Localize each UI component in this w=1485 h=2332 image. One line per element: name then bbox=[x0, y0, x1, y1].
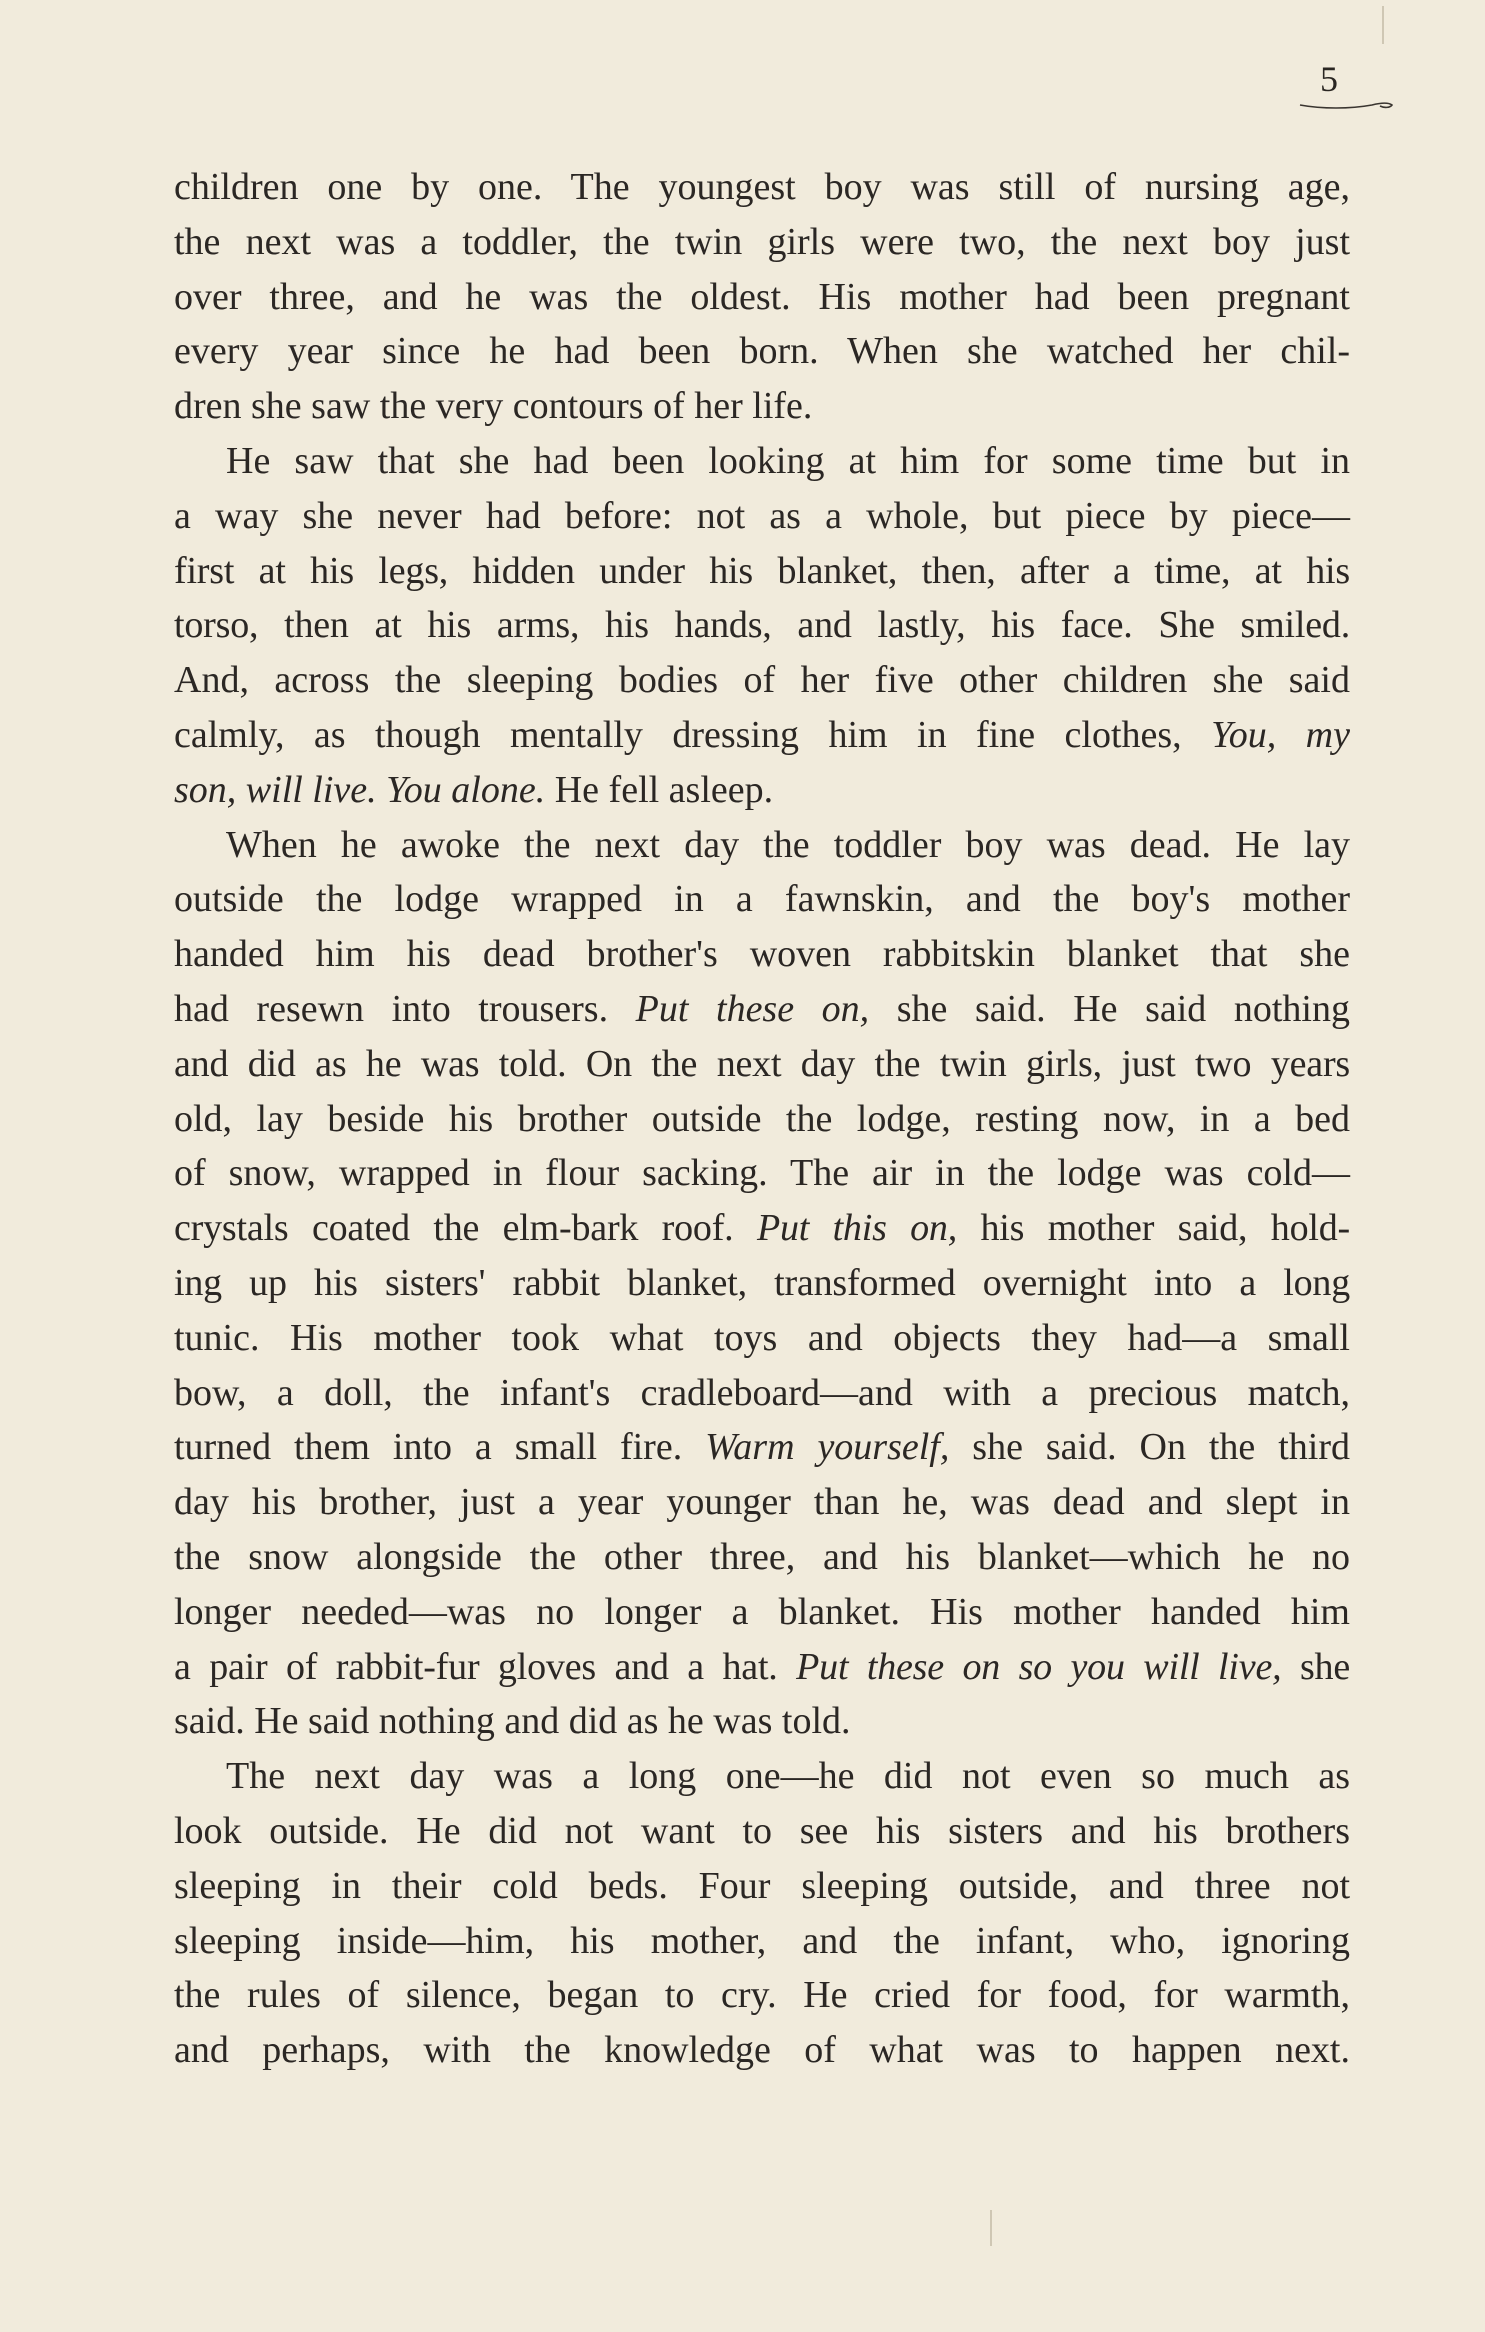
italic-speech: Put these on so you will live, bbox=[796, 1645, 1282, 1688]
text-line: said. He said nothing and did as he was told. bbox=[174, 1700, 851, 1743]
text-line: the rules of silence, began to cry. He cried for food, for warmth, bbox=[174, 1974, 1350, 2017]
text-line: son, will live. You alone. He fell asleep. bbox=[174, 768, 774, 811]
text-line: sleeping inside—him, his mother, and the infant, who, ignoring bbox=[174, 1919, 1350, 1962]
text-line: outside the lodge wrapped in a fawnskin, and the boy's mother bbox=[174, 878, 1350, 921]
text-line: day his brother, just a year younger than he, was dead and slept in bbox=[174, 1481, 1350, 1524]
text-line: of snow, wrapped in flour sacking. The air in the lodge was cold— bbox=[174, 1152, 1350, 1195]
text-line: tunic. His mother took what toys and objects they had—a small bbox=[174, 1316, 1350, 1359]
text-line: bow, a doll, the infant's cradleboard—and with a precious match, bbox=[174, 1371, 1350, 1414]
text-line: torso, then at his arms, his hands, and lastly, his face. She smiled. bbox=[174, 604, 1350, 647]
italic-speech: Put these on, bbox=[635, 987, 870, 1030]
text-line: first at his legs, hidden under his blanket, then, after a time, at his bbox=[174, 549, 1350, 592]
scan-mark-bottom bbox=[990, 2210, 992, 2246]
text-line: a way she never had before: not as a whole, but piece by piece— bbox=[174, 494, 1350, 537]
italic-speech: Warm yourself, bbox=[705, 1426, 950, 1469]
text-line: over three, and he was the oldest. His mother had been pregnant bbox=[174, 275, 1350, 318]
text-line: When he awoke the next day the toddler boy was dead. He lay bbox=[226, 823, 1350, 866]
text-line: and perhaps, with the knowledge of what was to happen next. bbox=[174, 2029, 1350, 2072]
text-line: the snow alongside the other three, and his blanket—which he no bbox=[174, 1535, 1350, 1578]
text-line: longer needed—was no longer a blanket. His mother handed him bbox=[174, 1590, 1350, 1633]
text-line: handed him his dead brother's woven rabbitskin blanket that she bbox=[174, 933, 1350, 976]
scan-mark-top bbox=[1382, 6, 1384, 44]
text-line: calmly, as though mentally dressing him in fine clothes, You, my bbox=[174, 713, 1350, 756]
text-line: look outside. He did not want to see his sisters and his brothers bbox=[174, 1809, 1350, 1852]
text-line: The next day was a long one—he did not even so much as bbox=[226, 1755, 1350, 1798]
text-line: old, lay beside his brother outside the lodge, resting now, in a bed bbox=[174, 1097, 1350, 1140]
body-text bbox=[174, 160, 1350, 2078]
text-line: turned them into a small fire. Warm yourself, she said. On the third bbox=[174, 1426, 1350, 1469]
text-line: a pair of rabbit-fur gloves and a hat. Put these on so you will live, she bbox=[174, 1645, 1351, 1688]
italic-speech: You, my bbox=[1211, 713, 1350, 756]
page-number-flourish-icon bbox=[1298, 96, 1394, 112]
page-number: 5 bbox=[1320, 59, 1338, 99]
text-line: crystals coated the elm-bark roof. Put this on, his mother said, hold- bbox=[174, 1207, 1350, 1250]
text-line: the next was a toddler, the twin girls were two, the next boy just bbox=[174, 220, 1350, 263]
text-line: And, across the sleeping bodies of her five other children she said bbox=[174, 659, 1350, 702]
text-line: ing up his sisters' rabbit blanket, transformed overnight into a long bbox=[174, 1261, 1350, 1304]
text-line: He saw that she had been looking at him for some time but in bbox=[226, 439, 1350, 482]
text-line: children one by one. The youngest boy was still of nursing age, bbox=[174, 166, 1350, 208]
text-line: every year since he had been born. When she watched her chil- bbox=[174, 330, 1350, 373]
italic-speech: son, will live. You alone. bbox=[174, 768, 546, 811]
text-line: and did as he was told. On the next day the twin girls, just two years bbox=[174, 1042, 1350, 1085]
text-line: sleeping in their cold beds. Four sleeping outside, and three not bbox=[174, 1864, 1350, 1907]
text-line: dren she saw the very contours of her life. bbox=[174, 385, 813, 428]
italic-speech: Put this on, bbox=[756, 1207, 958, 1250]
text-line: had resewn into trousers. Put these on, she said. He said nothing bbox=[174, 987, 1350, 1030]
